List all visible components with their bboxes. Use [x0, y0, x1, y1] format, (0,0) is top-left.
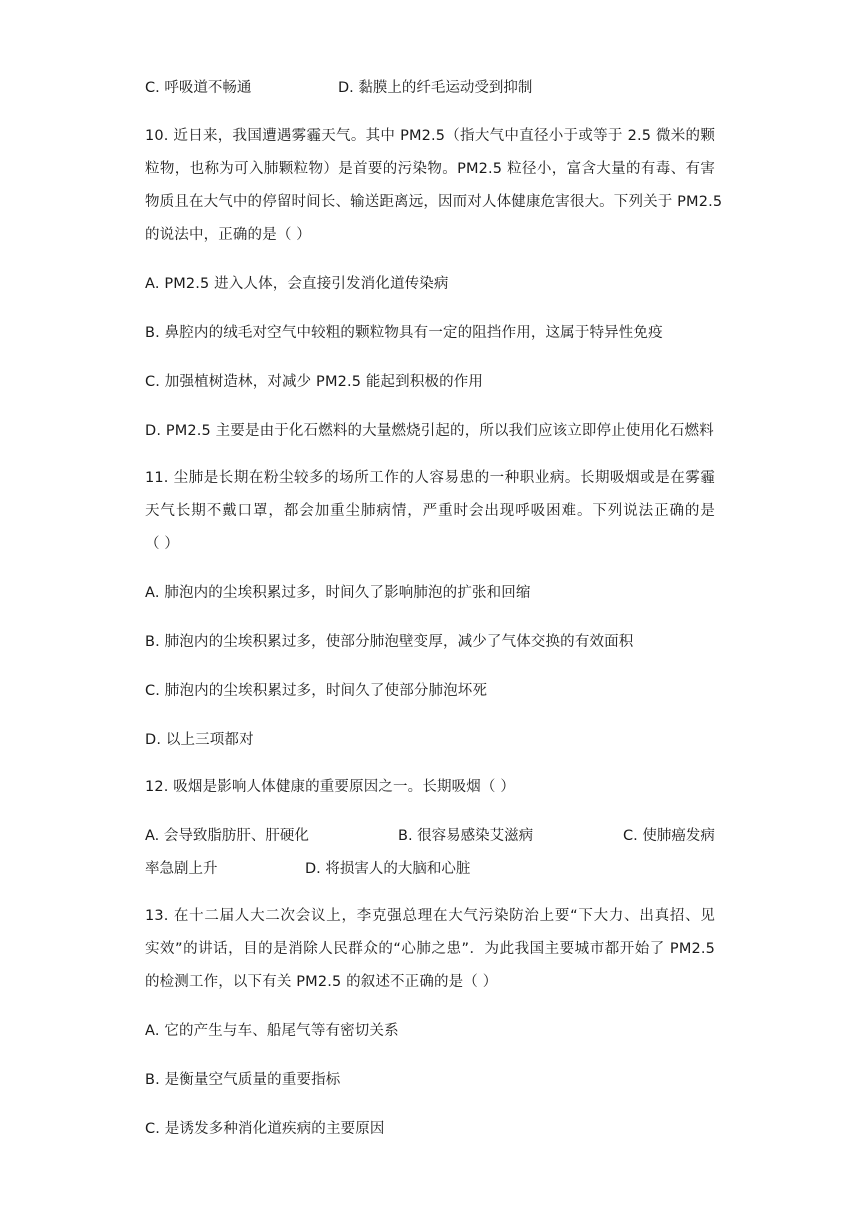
q11-option-b: B. 肺泡内的尘埃积累过多，使部分肺泡壁变厚，减少了气体交换的有效面积	[145, 634, 634, 650]
q12-option-b: B. 很容易感染艾滋病	[398, 828, 534, 844]
q10-option-a: A. PM2.5 进入人体，会直接引发消化道传染病	[145, 276, 449, 292]
q11-option-a: A. 肺泡内的尘埃积累过多，时间久了影响肺泡的扩张和回缩	[145, 585, 531, 601]
q12-option-d: D. 将损害人的大脑和心脏	[305, 861, 471, 877]
q10-option-c: C. 加强植树造林，对减少 PM2.5 能起到积极的作用	[145, 374, 484, 390]
q10-option-d: D. PM2.5 主要是由于化石燃料的大量燃烧引起的，所以我们应该立即停止使用化石燃料	[145, 423, 714, 439]
q12-option-c-part1: C. 使肺癌发病	[623, 828, 715, 844]
q11-option-d: D. 以上三项都对	[145, 732, 254, 748]
q13-option-a: A. 它的产生与车、船尾气等有密切关系	[145, 1023, 399, 1039]
q9-option-d: D. 黏膜上的纤毛运动受到抑制	[338, 80, 533, 96]
q13-option-b: B. 是衡量空气质量的重要指标	[145, 1072, 341, 1088]
q10-stem-line-3: 物质且在大气中的停留时间长、输送距离远，因而对人体健康危害很大。下列关于 PM2.5	[145, 194, 723, 210]
q10-stem-line-4: 的说法中，正确的是（ ）	[145, 227, 311, 243]
q13-stem-line-3: 的检测工作，以下有关 PM2.5 的叙述不正确的是（ ）	[145, 974, 498, 990]
q11-stem-line-3: （ ）	[145, 536, 180, 552]
q11-stem-line-1: 11. 尘肺是长期在粉尘较多的场所工作的人容易患的一种职业病。长期吸烟或是在雾霾	[145, 470, 715, 486]
q10-option-b: B. 鼻腔内的绒毛对空气中较粗的颗粒物具有一定的阻挡作用，这属于特异性免疫	[145, 325, 663, 341]
q11-option-c: C. 肺泡内的尘埃积累过多，时间久了使部分肺泡坏死	[145, 683, 488, 699]
q12-stem: 12. 吸烟是影响人体健康的重要原因之一。长期吸烟（ ）	[145, 779, 515, 795]
q12-option-a: A. 会导致脂肪肝、肝硬化	[145, 828, 309, 844]
q13-option-c: C. 是诱发多种消化道疾病的主要原因	[145, 1121, 385, 1137]
q13-stem-line-2: 实效”的讲话，目的是消除人民群众的“心肺之患”．为此我国主要城市都开始了 PM2.5	[145, 941, 715, 957]
q12-option-c-part2: 率急剧上升	[145, 861, 218, 877]
q9-option-c: C. 呼吸道不畅通	[145, 80, 252, 96]
q11-stem-line-2: 天气长期不戴口罩，都会加重尘肺病情，严重时会出现呼吸困难。下列说法正确的是	[145, 503, 715, 519]
q10-stem-line-1: 10. 近日来，我国遭遇雾霾天气。其中 PM2.5（指大气中直径小于或等于 2.5 微米的颗	[145, 128, 715, 144]
q13-stem-line-1: 13. 在十二届人大二次会议上，李克强总理在大气污染防治上要“下大力、出真招、见	[145, 908, 715, 924]
q10-stem-line-2: 粒物，也称为可入肺颗粒物）是首要的污染物。PM2.5 粒径小，富含大量的有毒、有害	[145, 161, 715, 177]
